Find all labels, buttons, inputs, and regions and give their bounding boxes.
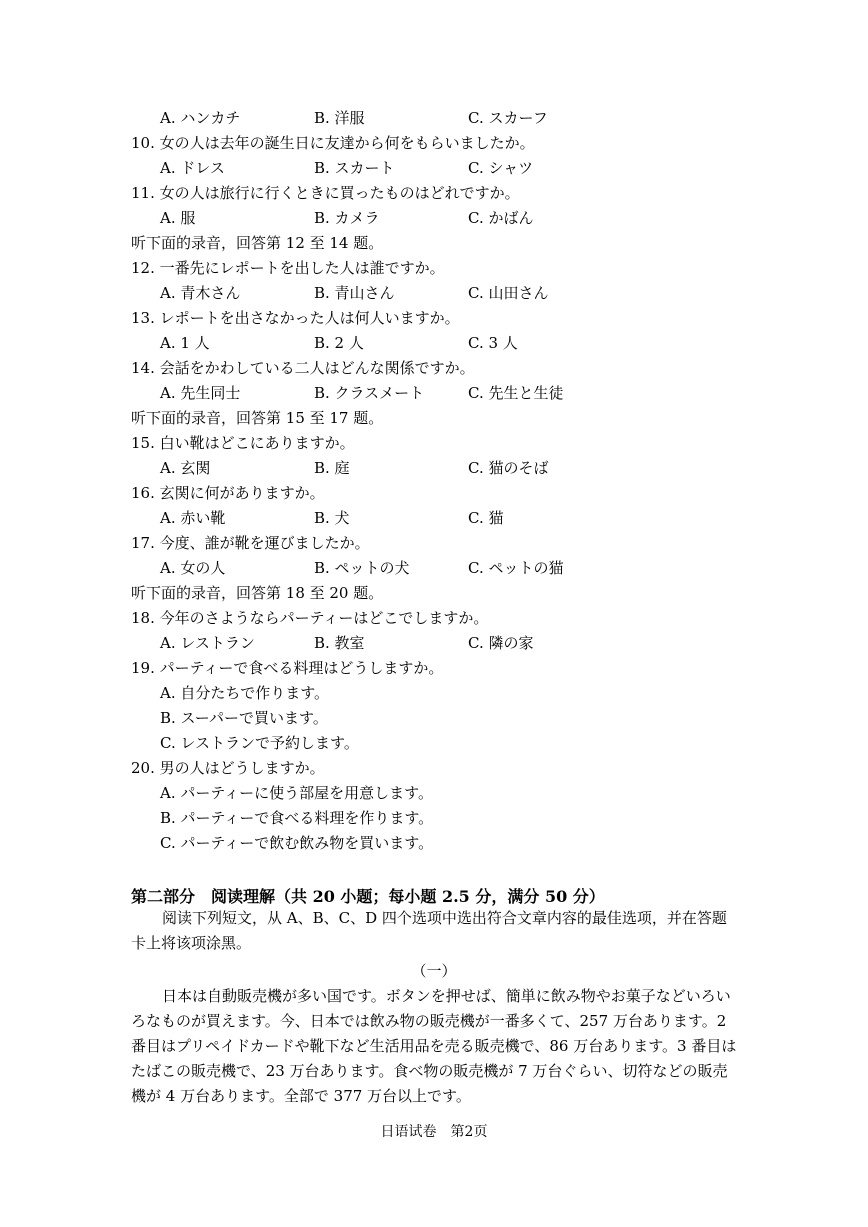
q11-option-a: A. 服 (160, 209, 196, 227)
q16-option-b: B. 犬 (314, 509, 350, 527)
q10-option-c: C. シャツ (468, 159, 534, 177)
q9-option-a: A. ハンカチ (160, 109, 241, 127)
question-10: 10. 女の人は去年の誕生日に友達から何をもらいましたか。 (131, 134, 535, 152)
q17-option-a: A. 女の人 (160, 559, 226, 577)
q10-option-a: A. ドレス (160, 159, 225, 177)
question-20: 20. 男の人はどうしますか。 (131, 759, 325, 777)
question-18: 18. 今年のさようならパーティーはどこでしますか。 (131, 609, 489, 627)
q12-option-c: C. 山田さん (468, 284, 549, 302)
passage-text: 日本は自動販売機が多い国です。ボタンを押せば、簡単に飲み物やお菓子などいろいろなものが買えます。今、日本では飲み物の販売機が一番多くて、257 万台あります。2番目はプリペイドカードや靴下など生活用品を売る販売機で、86 万台あります。3 番目はたばこの販売機で、23 万台あります。食べ物の販売機が 7 万台ぐらい、切符などの販売機が 4 万台あります。全部で 377 万台以上です。 (131, 987, 737, 1105)
q17-option-b: B. ペットの犬 (314, 559, 410, 577)
q20-option-c: C. パーティーで飲む飲み物を買います。 (160, 834, 434, 852)
q9-option-c: C. スカーフ (468, 109, 548, 127)
question-12: 12. 一番先にレポートを出した人は誰ですか。 (131, 259, 445, 277)
question-13: 13. レポートを出さなかった人は何人いますか。 (131, 309, 460, 327)
q11-option-b: B. カメラ (314, 209, 380, 227)
section-2-instruction: 阅读下列短文，从 A、B、C、D 四个选项中选出符合文章内容的最佳选项，并在答题卡上将该项涂黑。 (131, 909, 727, 952)
q16-option-a: A. 赤い靴 (160, 509, 226, 527)
section-2-title: 第二部分 阅读理解（共 20 小题；每小题 2.5 分，满分 50 分） (131, 887, 605, 906)
q16-option-c: C. 猫 (468, 509, 504, 527)
passage-label: （一） (411, 962, 457, 980)
q12-option-a: A. 青木さん (160, 284, 241, 302)
q14-option-c: C. 先生と生徒 (468, 384, 564, 402)
q19-option-b: B. スーパーで買います。 (160, 709, 328, 727)
q9-option-b: B. 洋服 (314, 109, 365, 127)
q19-option-a: A. 自分たちで作ります。 (160, 684, 330, 702)
question-14: 14. 会話をかわしている二人はどんな関係ですか。 (131, 359, 475, 377)
q18-option-c: C. 隣の家 (468, 634, 534, 652)
q13-option-b: B. 2 人 (314, 334, 364, 352)
instruction-15-17: 听下面的录音，回答第 15 至 17 题。 (131, 409, 384, 427)
q18-option-a: A. レストラン (160, 634, 255, 652)
instruction-12-14: 听下面的录音，回答第 12 至 14 题。 (131, 234, 384, 252)
q19-option-c: C. レストランで予約します。 (160, 734, 359, 752)
q18-option-b: B. 教室 (314, 634, 365, 652)
q17-option-c: C. ペットの猫 (468, 559, 564, 577)
q10-option-b: B. スカート (314, 159, 395, 177)
q15-option-b: B. 庭 (314, 459, 350, 477)
question-19: 19. パーティーで食べる料理はどうしますか。 (131, 659, 444, 677)
q15-option-c: C. 猫のそば (468, 459, 549, 477)
question-16: 16. 玄関に何がありますか。 (131, 484, 325, 502)
question-11: 11. 女の人は旅行に行くときに買ったものはどれですか。 (131, 184, 520, 202)
q20-option-a: A. パーティーに使う部屋を用意します。 (160, 784, 433, 802)
question-15: 15. 白い靴はどこにありますか。 (131, 434, 355, 452)
q12-option-b: B. 青山さん (314, 284, 395, 302)
q14-option-a: A. 先生同士 (160, 384, 241, 402)
q15-option-a: A. 玄関 (160, 459, 211, 477)
q13-option-c: C. 3 人 (468, 334, 518, 352)
question-17: 17. 今度、誰が靴を運びましたか。 (131, 534, 370, 552)
instruction-18-20: 听下面的录音，回答第 18 至 20 题。 (131, 584, 384, 602)
q14-option-b: B. クラスメート (314, 384, 425, 402)
q11-option-c: C. かばん (468, 209, 534, 227)
page-footer: 日语试卷 第2页 (380, 1124, 488, 1140)
q13-option-a: A. 1 人 (160, 334, 210, 352)
q20-option-b: B. パーティーで食べる料理を作ります。 (160, 809, 434, 827)
